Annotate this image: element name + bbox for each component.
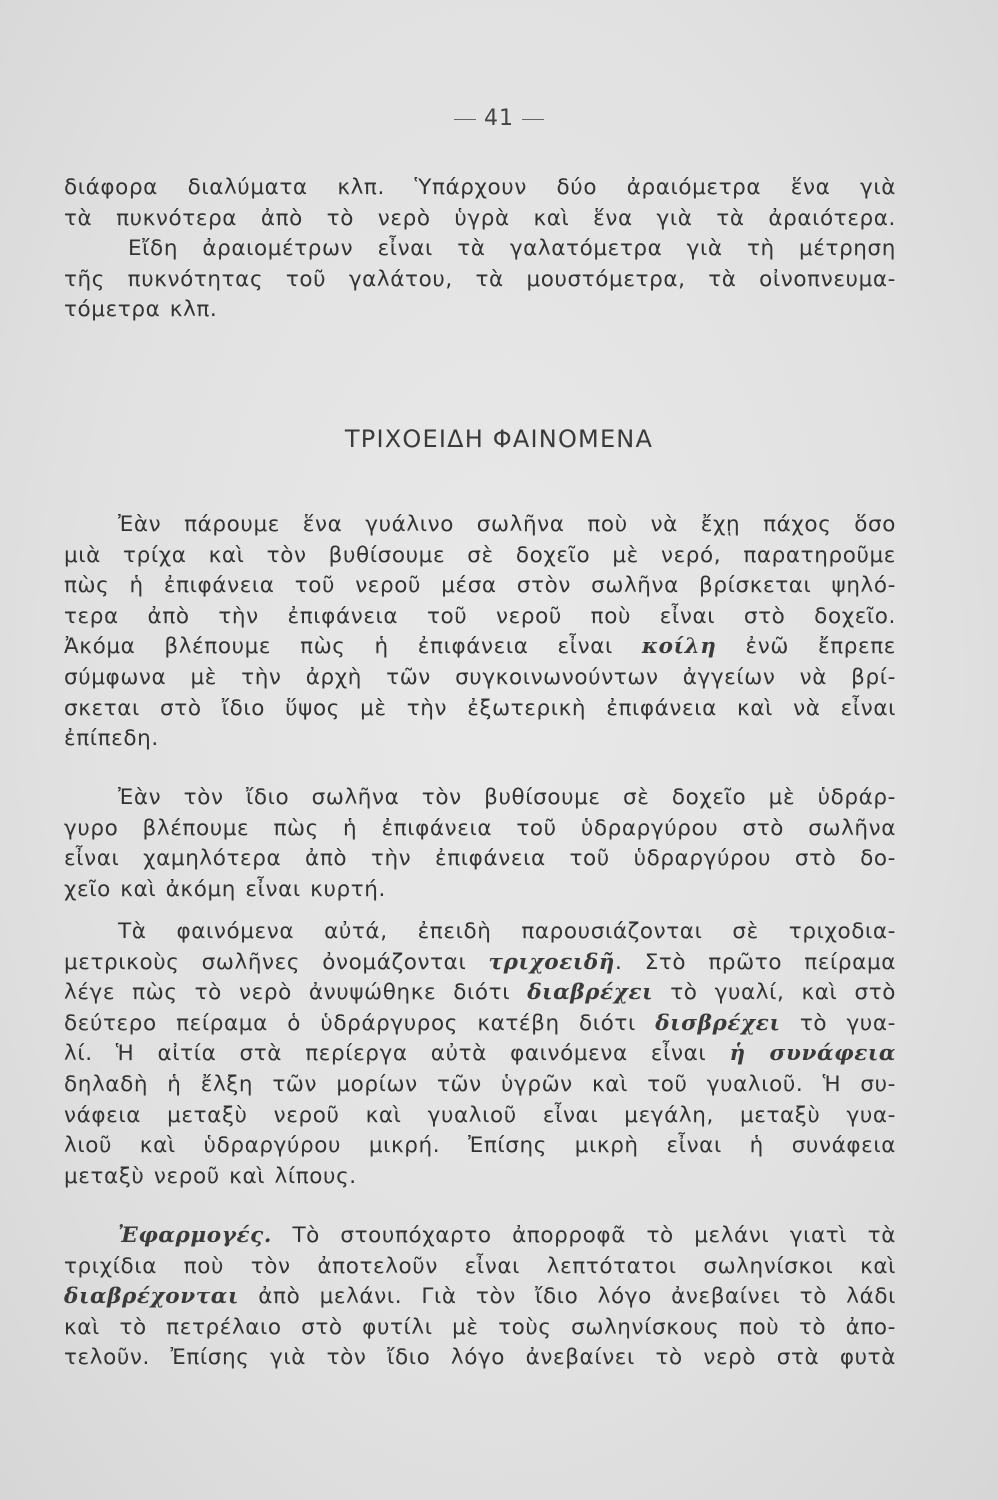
text-segment: λέγε πὼς τὸ νερὸ ἀνυψώθηκε διότι	[64, 980, 511, 1006]
text-segment: Ἀκόμα βλέπουμε πὼς ἡ ἐπιφάνεια εἶναι	[64, 634, 613, 660]
paragraph-capillary-mercury	[64, 783, 896, 905]
text-line	[64, 978, 896, 1009]
text-segment: δεύτερο πείραμα ὁ ὑδράργυρος κατέβη διότι	[64, 1010, 636, 1036]
text-line: πὼς ἡ ἐπιφάνεια τοῦ νεροῦ μέσα στὸν σωλῆνα βρίσκεται ψηλό-	[64, 573, 896, 599]
intro-paragraph	[64, 173, 896, 326]
text-line: εἶναι χαμηλότερα ἀπὸ τὴν ἐπιφάνεια τοῦ ὑδραργύρου στὸ δο-	[64, 846, 896, 872]
text-line: Ἐὰν τὸν ἴδιο σωλῆνα τὸν βυθίσουμε σὲ δοχεῖο μὲ ὑδράρ-	[118, 785, 896, 810]
text-line: σύμφωνα μὲ τὴν ἀρχὴ τῶν συγκοινωνούντων ἀγγείων νὰ βρί-	[64, 664, 896, 690]
dash-left	[454, 119, 476, 120]
text-segment: μετρικοὺς σωλῆνες ὀνομάζονται	[64, 949, 467, 975]
text-line	[64, 1009, 896, 1040]
text-line: δηλαδὴ ἡ ἔλξη τῶν μορίων τῶν ὑγρῶν καὶ τοῦ γυαλιοῦ. Ἡ συ-	[64, 1071, 896, 1097]
paragraph-capillary-explanation	[64, 917, 896, 1192]
text-line: τριχίδια ποὺ τὸν ἀποτελοῦν εἶναι λεπτότατοι σωληνίσκοι καὶ	[64, 1253, 896, 1279]
text-line: νάφεια μεταξὺ νεροῦ καὶ γυαλιοῦ εἶναι μεγάλη, μεταξὺ γυα-	[64, 1102, 896, 1128]
text-segment: . Στὸ πρῶτο πείραμα	[615, 949, 896, 975]
text-line: διάφορα διαλύματα κλπ. Ὑπάρχουν δύο ἀραιόμετρα ἕνα γιὰ	[64, 175, 896, 200]
text-line: καὶ τὸ πετρέλαιο στὸ φυτίλι μὲ τοὺς σωληνίσκους ποὺ τὸ ἀπο-	[64, 1314, 896, 1340]
text-segment: τὸ γυα-	[799, 1010, 896, 1036]
text-line: τὰ πυκνότερα ἀπὸ τὸ νερὸ ὑγρὰ καὶ ἕνα γιὰ τὰ ἀραιότερα.	[64, 205, 896, 231]
emphasis-word: διαβρέχονται	[64, 1284, 239, 1310]
text-line: χεῖο καὶ ἀκόμη εἶναι κυρτή.	[64, 876, 386, 902]
text-line: Εἴδη ἀραιομέτρων εἶναι τὰ γαλατόμετρα γιὰ τὴ μέτρηση	[128, 236, 896, 262]
text-line	[64, 948, 896, 979]
text-line: Ἐὰν πάρουμε ἕνα γυάλινο σωλῆνα ποὺ νὰ ἔχῃ πάχος ὅσο	[118, 512, 896, 537]
text-segment: ἐνῶ ἔπρεπε	[745, 634, 897, 660]
text-line: γυρο βλέπουμε πὼς ἡ ἐπιφάνεια τοῦ ὑδραργύρου στὸ σωλῆνα	[64, 815, 896, 841]
page-number	[0, 106, 998, 131]
emphasis-word: Ἐφαρμογές.	[118, 1223, 272, 1248]
text-line: τόμετρα κλπ.	[64, 297, 218, 323]
emphasis-word: ἡ συνάφεια	[729, 1041, 897, 1067]
text-line	[64, 1221, 896, 1252]
text-line: τελοῦν. Ἐπίσης γιὰ τὸν ἴδιο λόγο ἀνεβαίνει τὸ νερὸ στὰ φυτὰ	[64, 1345, 896, 1371]
text-line: μιὰ τρίχα καὶ τὸν βυθίσουμε σὲ δοχεῖο μὲ νερό, παρατηροῦμε	[64, 542, 896, 568]
text-segment: Τὸ στουπόχαρτο ἀπορροφᾶ τὸ μελάνι γιατὶ τὰ	[292, 1223, 896, 1248]
text-line: τῆς πυκνότητας τοῦ γαλάτου, τὰ μουστόμετρα, τὰ οἰνοπνευμα-	[64, 266, 896, 292]
text-segment: τὸ γυαλί, καὶ στὸ	[670, 980, 896, 1006]
text-line	[64, 632, 896, 663]
text-line: λιοῦ καὶ ὑδραργύρου μικρή. Ἐπίσης μικρὴ εἶναι ἡ συνάφεια	[64, 1133, 896, 1159]
emphasis-word: δισβρέχει	[655, 1010, 781, 1036]
emphasis-word: τριχοειδῆ	[488, 949, 616, 975]
text-line: μεταξὺ νεροῦ καὶ λίπους.	[64, 1163, 357, 1189]
text-line: σκεται στὸ ἴδιο ὕψος μὲ τὴν ἐξωτερικὴ ἐπιφάνεια καὶ νὰ εἶναι	[64, 695, 896, 721]
text-line: ἐπίπεδη.	[64, 726, 159, 752]
text-segment: λί. Ἡ αἰτία στὰ περίεργα αὐτὰ φαινόμενα εἶναι	[64, 1041, 707, 1067]
paragraph-capillary-water	[64, 510, 896, 755]
text-line	[64, 1282, 896, 1313]
section-heading: ΤΡΙΧΟΕΙΔΗ ΦΑΙΝΟΜΕΝΑ	[344, 424, 654, 453]
emphasis-word: διαβρέχει	[527, 980, 654, 1006]
page-number-text: 41	[484, 106, 514, 131]
emphasis-word: κοίλη	[641, 634, 717, 660]
text-line: τερα ἀπὸ τὴν ἐπιφάνεια τοῦ νεροῦ ποὺ εἶναι στὸ δοχεῖο.	[64, 603, 896, 629]
text-line: Τὰ φαινόμενα αὐτά, ἐπειδὴ παρουσιάζονται σὲ τριχοδια-	[118, 919, 896, 944]
text-segment: ἀπὸ μελάνι. Γιὰ τὸν ἴδιο λόγο ἀνεβαίνει τὸ λάδι	[258, 1284, 896, 1310]
paragraph-applications	[64, 1221, 896, 1374]
dash-right	[522, 119, 544, 120]
text-line	[64, 1039, 896, 1070]
